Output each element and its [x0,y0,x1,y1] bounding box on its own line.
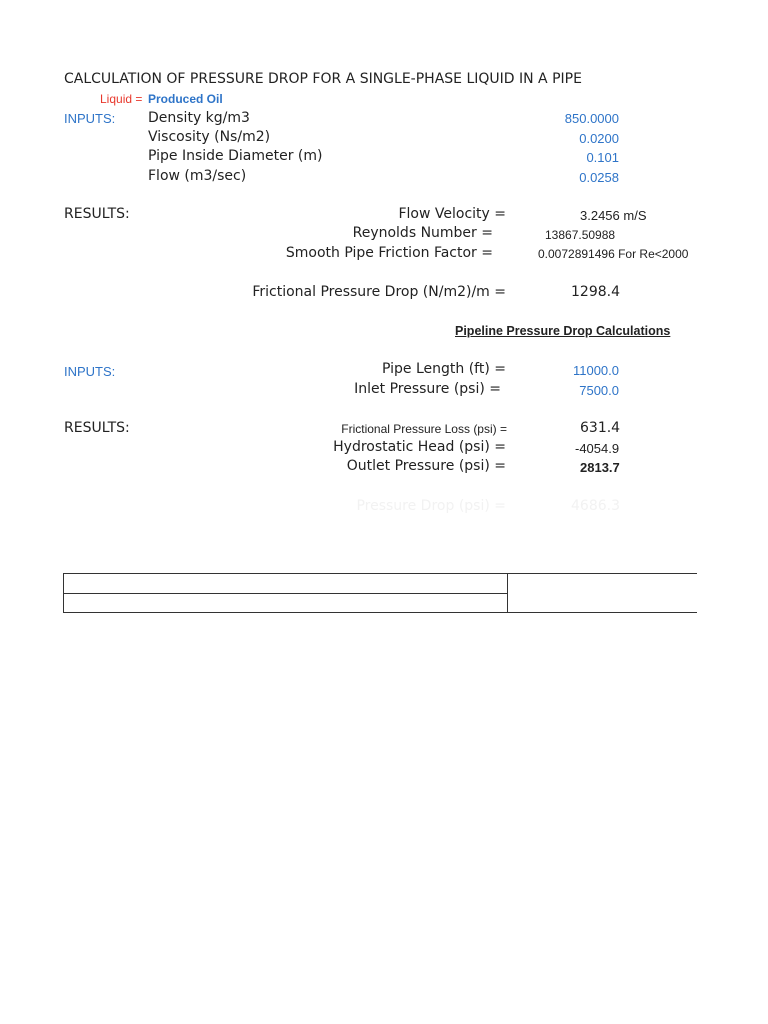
input-density-label: Density kg/m3 [148,110,250,126]
input-viscosity-label: Viscosity (Ns/m2) [148,129,271,145]
friction-factor-value: 0.0072891496 For Re<2000 [538,247,689,261]
table-cell [63,573,508,594]
input-diameter-label: Pipe Inside Diameter (m) [148,148,323,164]
input-flow-label: Flow (m3/sec) [148,168,247,184]
inlet-pressure-value: 7500.0 [579,383,619,398]
liquid-label: Liquid = [100,92,143,106]
pipe-length-value: 11000.0 [572,363,619,378]
table-cell [507,573,697,613]
outlet-pressure-label: Outlet Pressure (psi) = [346,458,506,474]
outlet-pressure-value: 2813.7 [580,460,620,475]
pressure-drop-label: Pressure Drop (psi) = [356,498,506,514]
frictional-drop-label: Frictional Pressure Drop (N/m2)/m = [252,284,506,300]
input-density-value: 850.0000 [564,111,619,126]
pipe-length-label: Pipe Length (ft) = [382,361,506,377]
pressure-drop-value: 4686.3 [571,498,620,514]
flow-velocity-value: 3.2456 m/S [580,208,647,223]
pipeline-heading: Pipeline Pressure Drop Calculations [455,324,671,338]
friction-factor-label: Smooth Pipe Friction Factor = [285,245,493,261]
hydrostatic-value: -4054.9 [575,441,620,456]
frictional-loss-label: Frictional Pressure Loss (psi) = [341,422,507,436]
reynolds-label: Reynolds Number = [352,225,493,241]
input-flow-value: 0.0258 [579,170,619,185]
results2-label: RESULTS: [64,420,130,436]
inlet-pressure-label: Inlet Pressure (psi) = [354,381,501,397]
inputs2-label: INPUTS: [64,364,116,379]
results-label: RESULTS: [64,206,130,222]
frictional-loss-value: 631.4 [580,420,621,436]
hydrostatic-label: Hydrostatic Head (psi) = [333,439,506,455]
reynolds-value: 13867.50988 [545,228,616,242]
inputs-label: INPUTS: [64,111,116,126]
liquid-value: Produced Oil [148,92,223,106]
page-title: CALCULATION OF PRESSURE DROP FOR A SINGLE-PHASE LIQUID IN A PIPE [64,71,582,87]
input-viscosity-value: 0.0200 [579,131,619,146]
flow-velocity-label: Flow Velocity = [398,206,506,222]
table-cell [63,593,508,613]
frictional-drop-value: 1298.4 [571,284,620,300]
input-diameter-value: 0.101 [586,150,619,165]
